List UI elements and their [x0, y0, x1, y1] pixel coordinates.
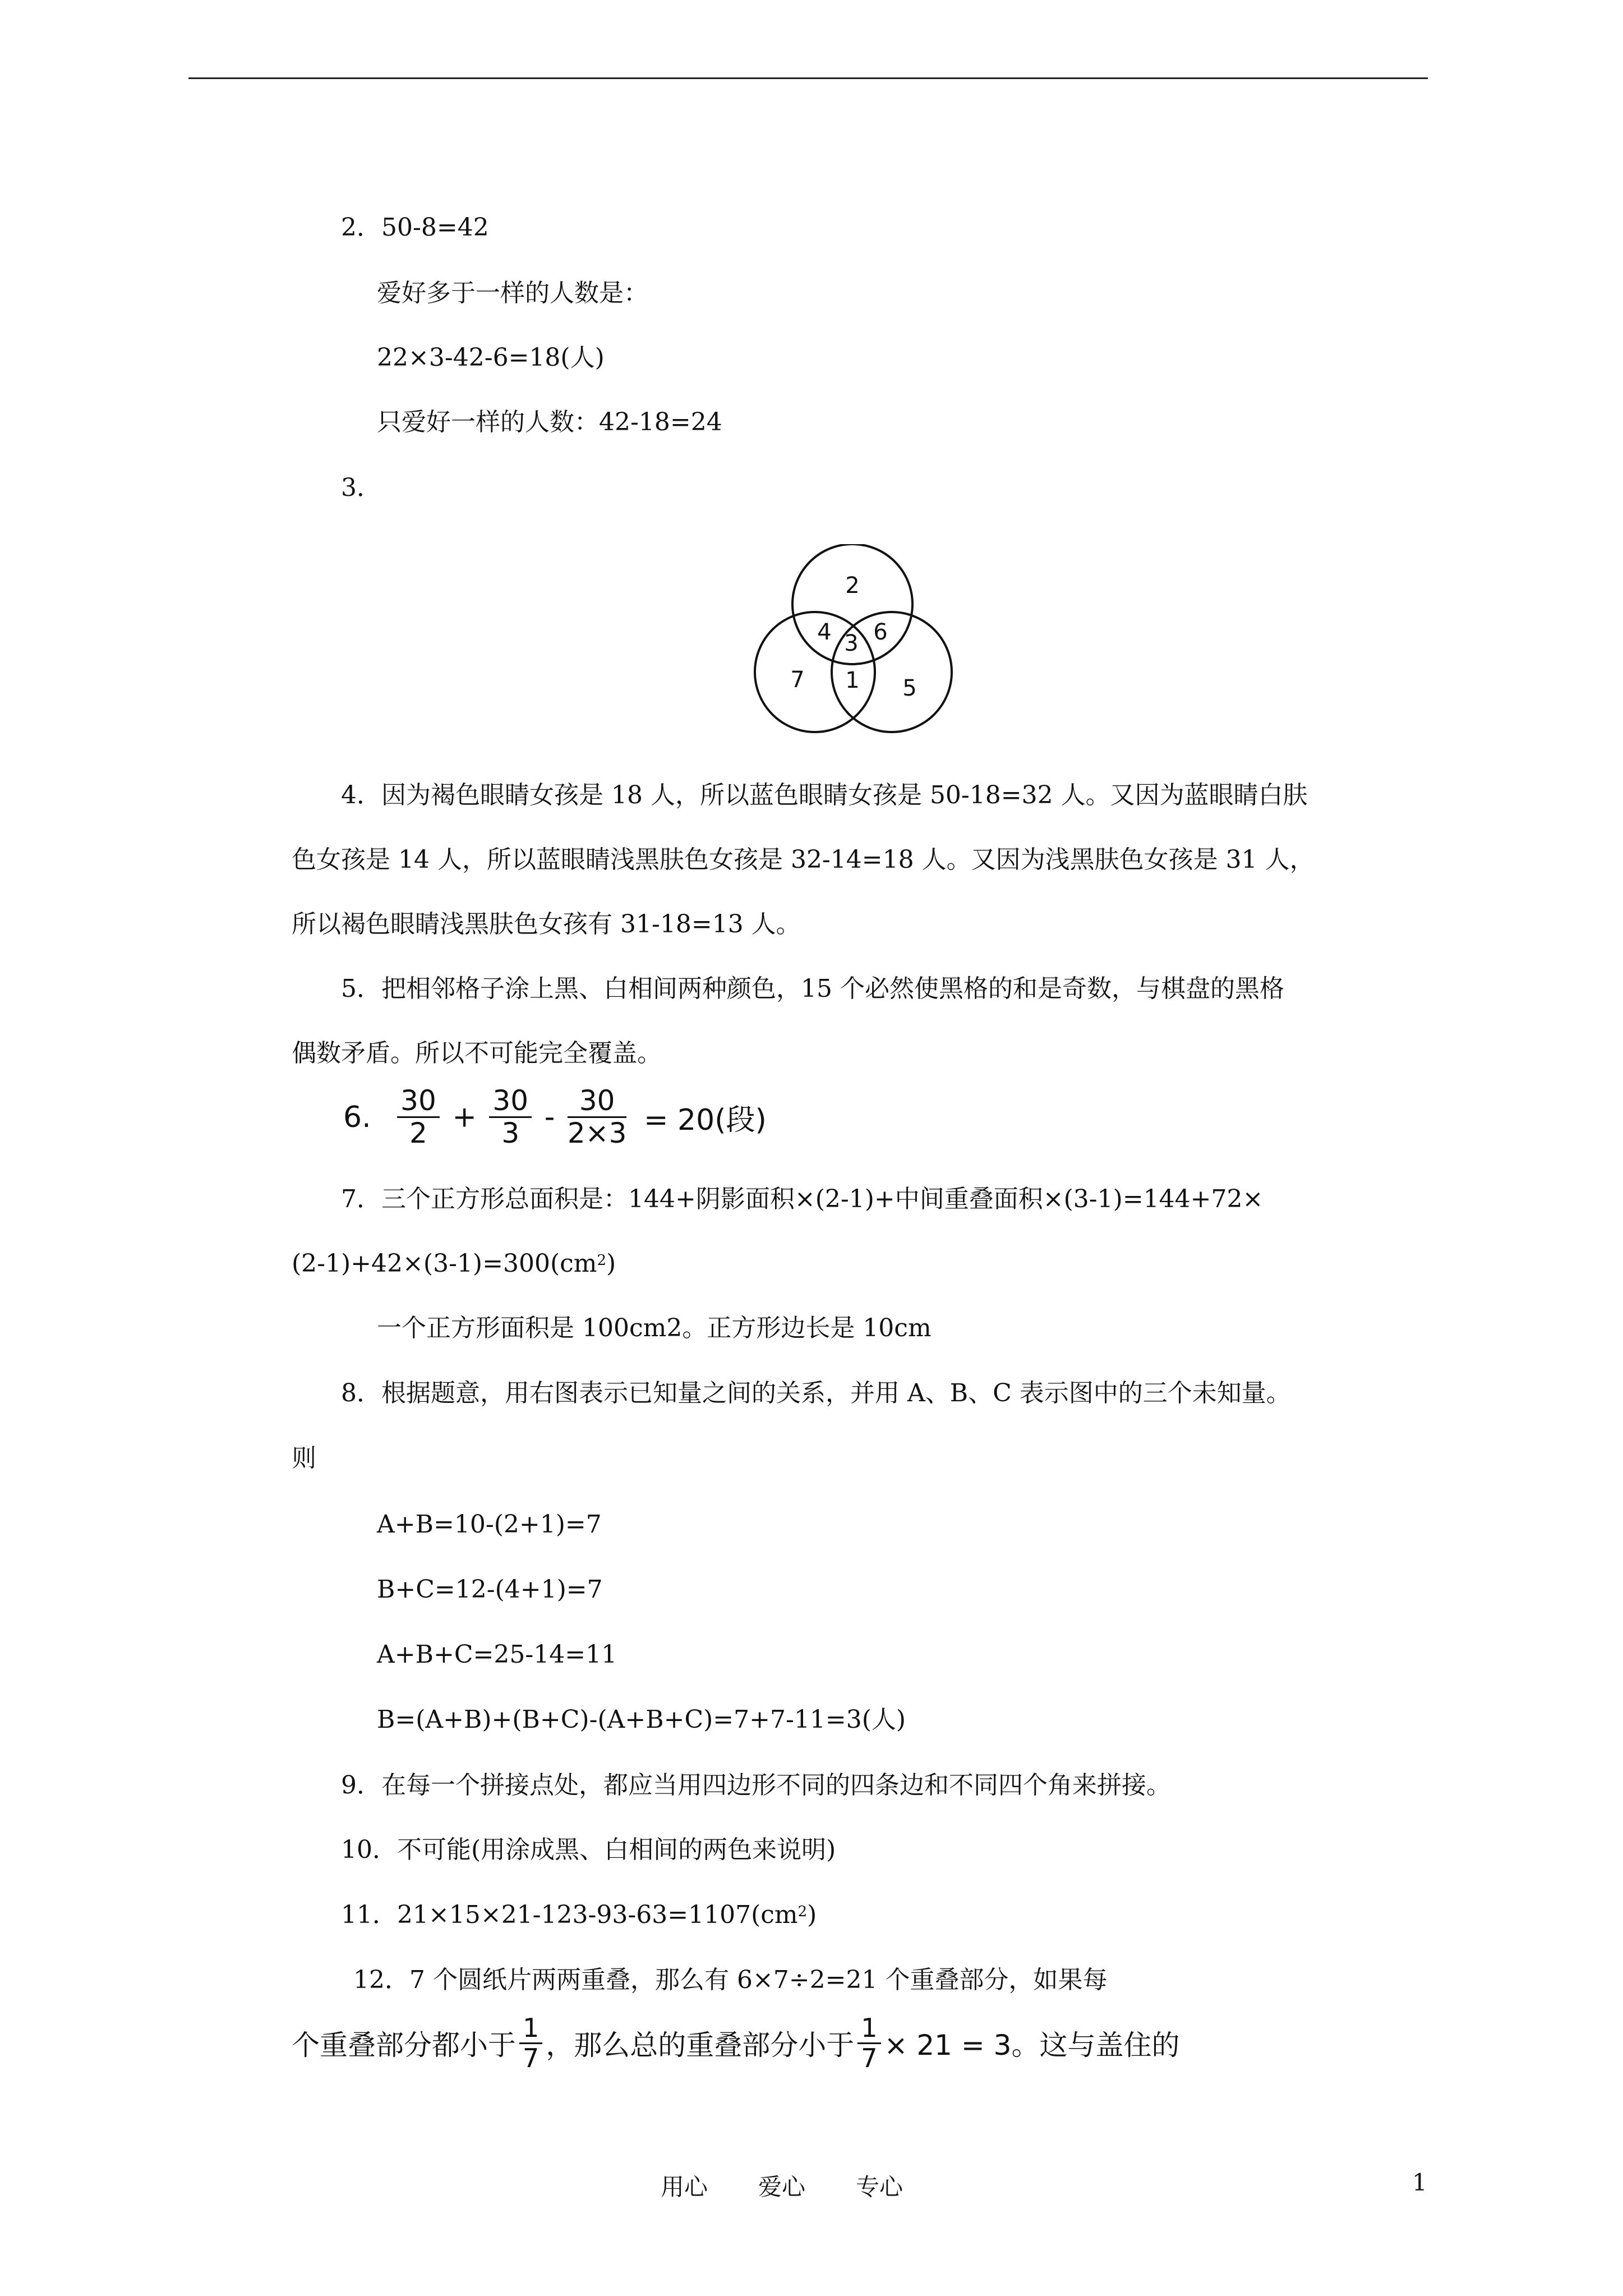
- header-rule: [188, 77, 1428, 79]
- venn-region-left: 7: [790, 667, 805, 693]
- footer-word-1: 用心: [661, 2173, 708, 2201]
- para-12-line-1: 12．7 个圆纸片两两重叠，那么有 6×7÷2=21 个重叠部分，如果每: [353, 1966, 1108, 1994]
- equation-4: B=(A+B)+(B+C)-(A+B+C)=7+7-11=3(人): [377, 1705, 906, 1734]
- plus-sign: +: [452, 1100, 477, 1134]
- venn-region-top-left: 4: [817, 619, 832, 645]
- footer-slogan: [661, 2169, 903, 2202]
- formula-6: [343, 1085, 767, 1149]
- fraction-30-2: $\frac{30}{2}$: [397, 1085, 440, 1149]
- para-7-line-2: $(2-1)+42\times(3-1)=300(cm^2)$: [292, 1249, 616, 1278]
- fraction-1-7-b: $\frac{1}{7}$: [857, 2014, 880, 2072]
- para-4-line-2: 色女孩是 14 人，所以蓝眼睛浅黑肤色女孩是 32-14=18 人。又因为浅黑肤色女孩是 31 人，: [292, 845, 1315, 874]
- line-calc-18: 22×3-42-6=18(人): [377, 343, 605, 372]
- fraction-30-6: $\frac{30}{2\times 3}$: [567, 1084, 627, 1149]
- equation-3: A+B+C=25-14=11: [377, 1640, 617, 1669]
- footer-word-3: 专心: [856, 2173, 903, 2201]
- line-only-one: 只爱好一样的人数：42-18=24: [377, 408, 722, 436]
- fraction-30-3: $\frac{30}{3}$: [489, 1085, 532, 1149]
- equation-1: A+B=10-(2+1)=7: [377, 1510, 602, 1539]
- venn-region-top-right: 6: [873, 619, 888, 645]
- para-11: 11．$21\times 15\times 21-123-93-63=1107(cm^2)$: [341, 1901, 817, 1929]
- para-12-formula-line: 个重叠部分都小于 $\frac{1}{7}$ ，那么总的重叠部分小于 $\frac{1}{7}$ × 21 = 3。这与盖住的: [292, 2013, 1180, 2073]
- line-more-than-one: 爱好多于一样的人数是：: [377, 279, 648, 307]
- fraction-1-7: $\frac{1}{7}$: [519, 2014, 542, 2072]
- venn-diagram: [751, 544, 976, 746]
- footer-word-2: 爱心: [758, 2173, 806, 2201]
- para-5-line-2: 偶数矛盾。所以不可能完全覆盖。: [292, 1039, 662, 1068]
- venn-region-right: 5: [902, 675, 917, 701]
- para-9: 9．在每一个拼接点处，都应当用四边形不同的四条边和不同四个角来拼接。: [341, 1771, 1171, 1800]
- page-number: 1: [1412, 2169, 1427, 2196]
- para-7-line-3: 一个正方形面积是 100cm2。正方形边长是 10cm: [377, 1314, 932, 1342]
- formula-6-prefix: 6.: [343, 1100, 371, 1134]
- para-4-line-1: 4．因为褐色眼睛女孩是 18 人，所以蓝色眼睛女孩是 50-18=32 人。又因为蓝眼睛白肤: [341, 781, 1308, 809]
- venn-region-bottom: 1: [845, 668, 860, 693]
- line-answer-2: 2．50-8=42: [341, 213, 489, 242]
- para-5-line-1: 5．把相邻格子涂上黑、白相间两种颜色，15 个必然使黑格的和是奇数，与棋盘的黑格: [341, 974, 1284, 1003]
- equation-2: B+C=12-(4+1)=7: [377, 1575, 603, 1604]
- para-10: 10．不可能(用涂成黑、白相间的两色来说明): [341, 1835, 836, 1864]
- formula-6-result: = 20(段): [643, 1103, 767, 1137]
- para-7-line-1: 7．三个正方形总面积是：144+阴影面积×(2-1)+中间重叠面积×(3-1)=144+72×: [341, 1185, 1264, 1213]
- minus-sign: -: [544, 1100, 555, 1134]
- para-8-line-2: 则: [292, 1444, 316, 1473]
- para-8-line-1: 8．根据题意，用右图表示已知量之间的关系，并用 A、B、C 表示图中的三个未知量。: [341, 1379, 1291, 1407]
- venn-region-top: 2: [845, 573, 860, 599]
- venn-region-center: 3: [844, 631, 859, 656]
- para-4-line-3: 所以褐色眼睛浅黑肤色女孩有 31-18=13 人。: [292, 910, 801, 938]
- line-answer-3: 3．: [341, 473, 381, 502]
